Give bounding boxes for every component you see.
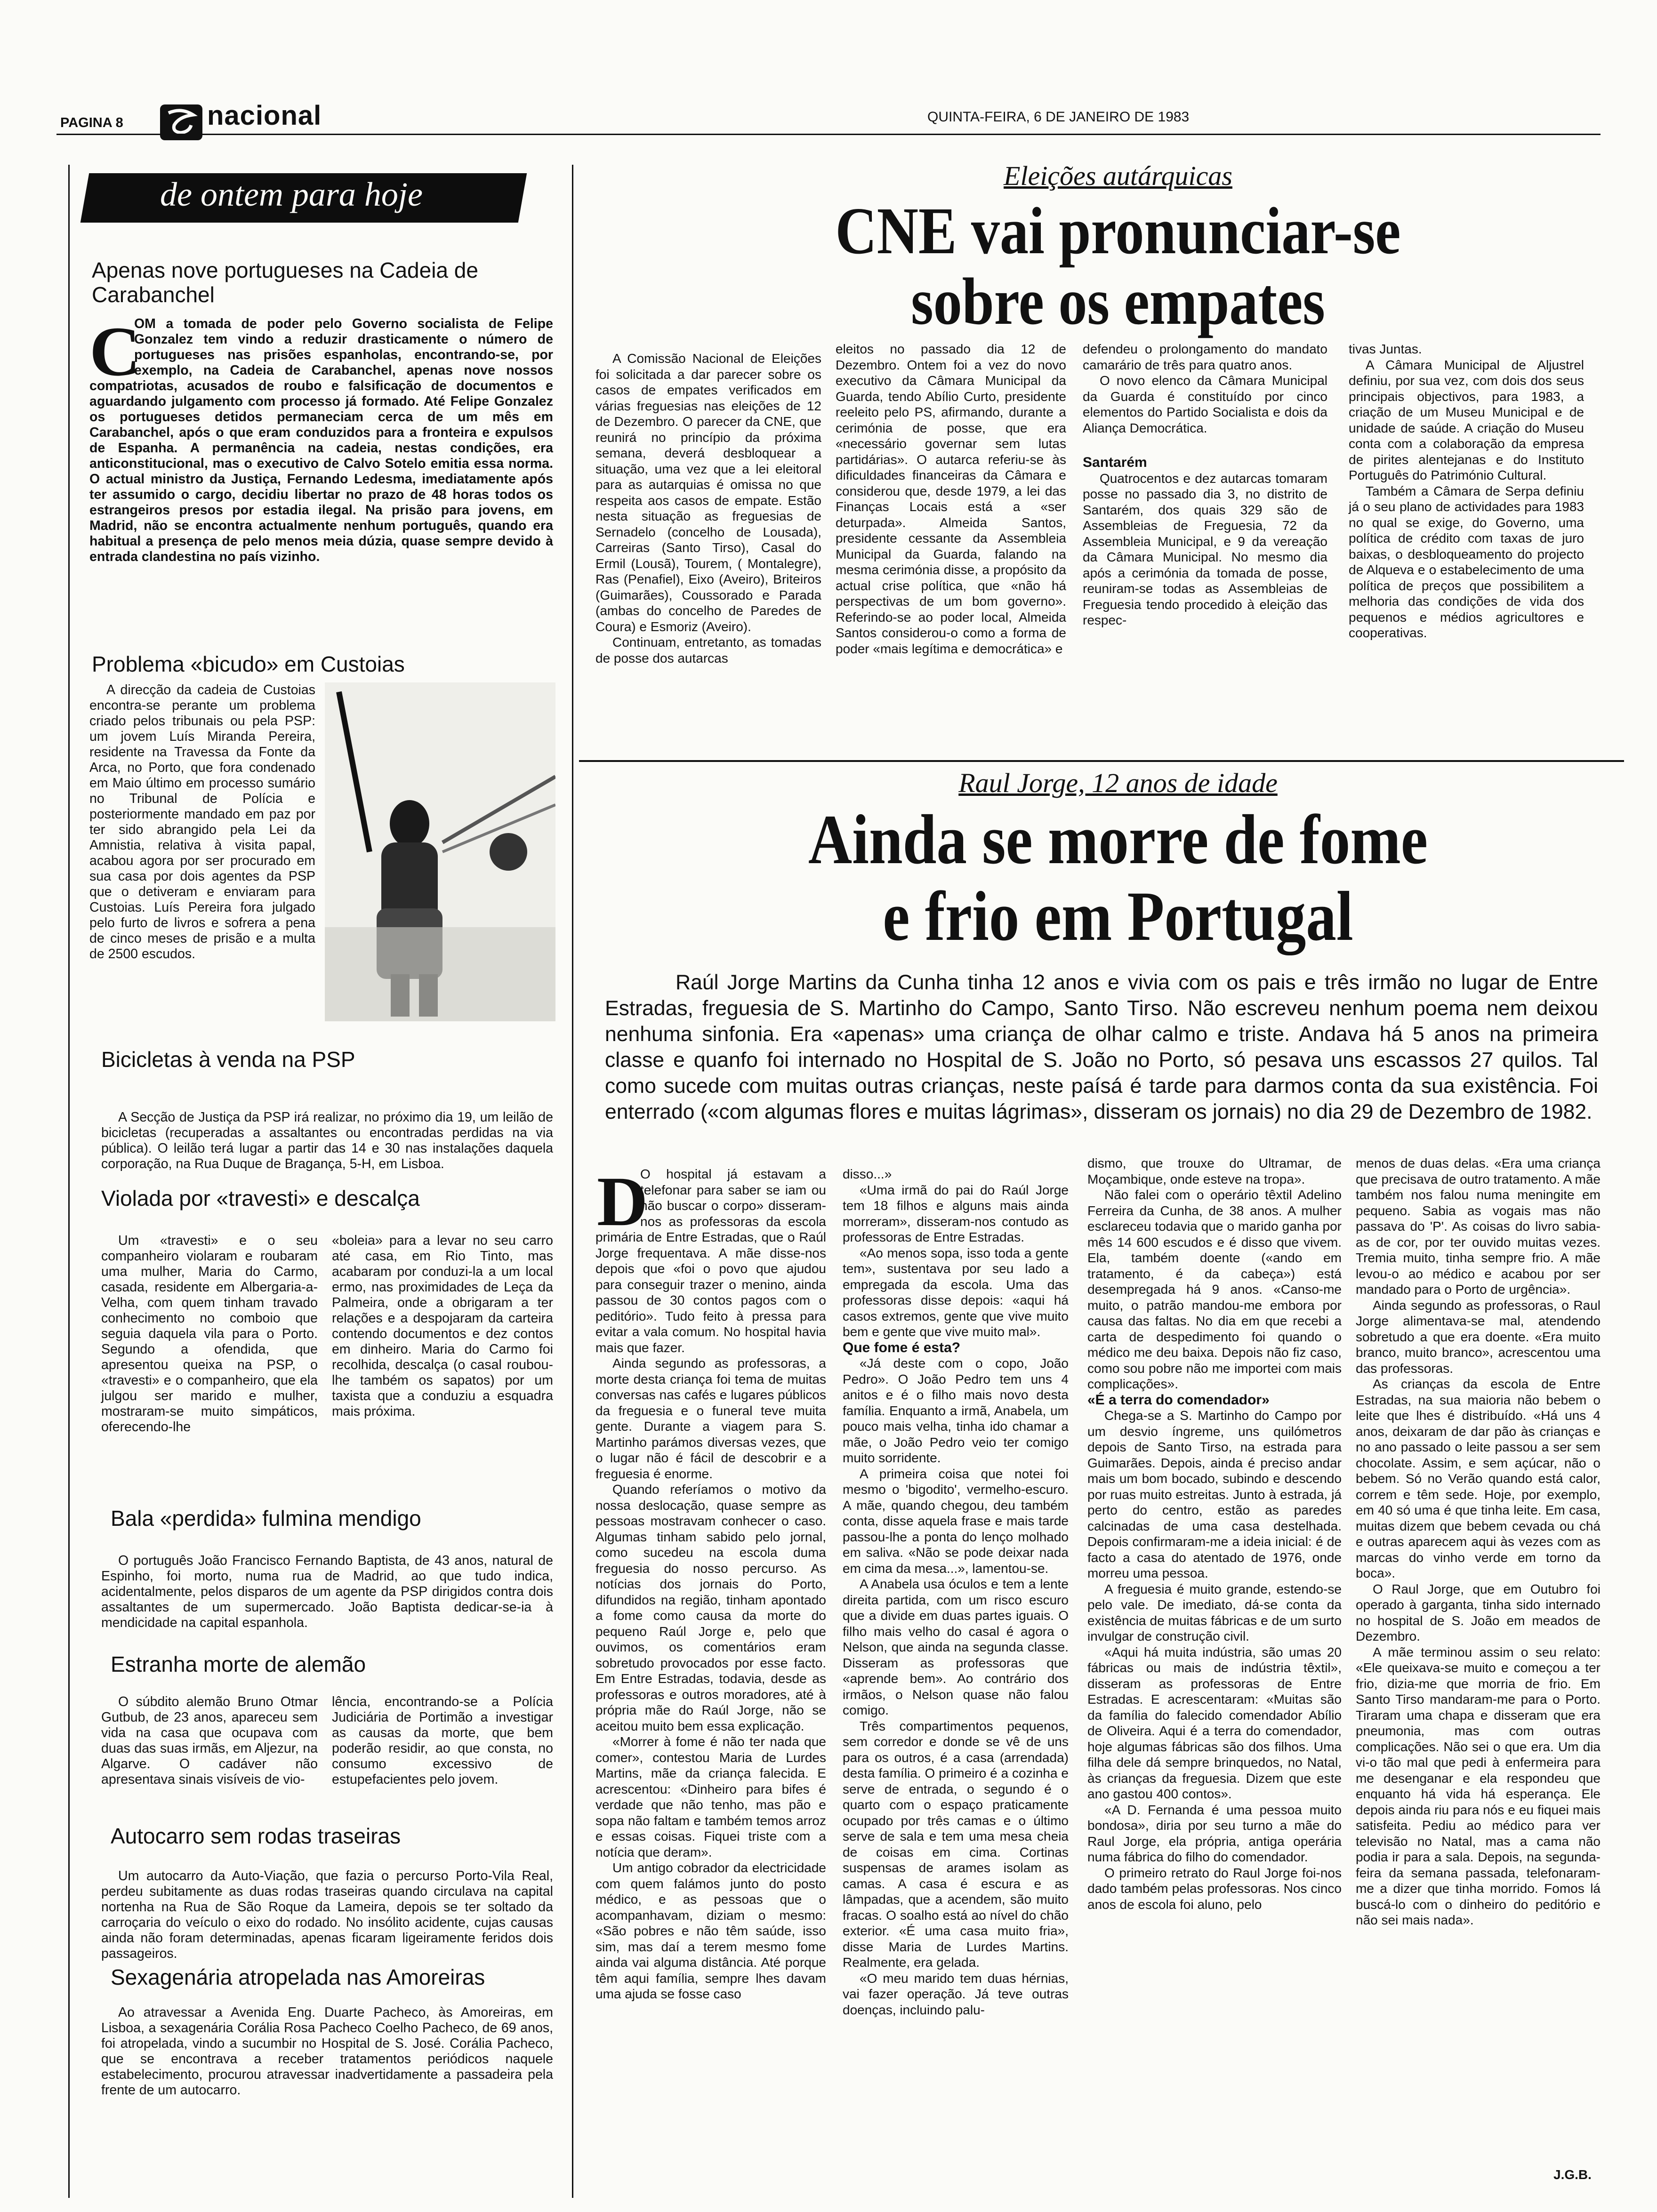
sidebar-item-title: Autocarro sem rodas traseiras (111, 1824, 401, 1848)
sidebar-item-title: Estranha morte de alemão (111, 1652, 366, 1676)
article2-lead: Raúl Jorge Martins da Cunha tinha 12 anos e vivia com os pais e três irmão no lugar de Entre Estradas, freguesia de S. Martinho do Campo, Santo Tirso. Não escreveu nenhum poema nem deixou nenhuma sinfonia. Era «apenas» uma criança de olhar calmo e triste. Andava há 5 anos na primeira classe e quanfo foi internado no Hospital de S. João no Porto, só pesava uns escassos 27 quilos. Tal como sucede com muitas outras crianças, neste paísá é tarde para darmos conta da sua existência. Foi enterrado («com algumas flores e muitas lágrimas», disseram os jornais) no dia 29 de Dezembro de 1982. (605, 971, 1598, 1123)
article1-kicker: Eleições autárquicas (1004, 160, 1232, 191)
article1-column-1: A Comissão Nacional de Eleições foi solicitada a dar parecer sobre os casos de empates verificados em várias freguesias nas eleições de 12 de Dezembro. O parecer da CNE, que reunirá no princípio da próxima semana, deverá desbloquear a situação, uma vez que a lei eleitoral para as autarquias é omissa no que respeita aos casos de empate. Estão nesta situação as freguesias de Sernadelo (concelho de Lousada), Carreiras (Santo Tirso), Casal do Ermil (Lousã), Tourem, ( Montalegre), Ras (Penafiel), Eixo (Aveiro), Briteiros (Guimarães), Coussorado e Parada (ambas do concelho de Paredes de Coura) e Esmoriz (Aveiro). Continuam, entretanto, as tomadas de posse dos autarcas (595, 351, 821, 665)
photo-guard-with-rifle (325, 682, 555, 1021)
sidebar-item-title: Bicicletas à venda na PSP (101, 1047, 355, 1072)
sidebar-item-body: O súbdito alemão Bruno Otmar Gutbub, de 23 anos, apareceu sem vida na casa que ocupava com duas das suas irmãs, em Aljezur, na Algarve. O cadáver não apresentava sinais visíveis de vio- (101, 1694, 318, 1787)
sidebar-item-body: Um «travesti» e o seu companheiro violaram e roubaram uma mulher, Maria do Carmo, casada, residente em Albergaria-a-Velha, com quem tinham travado conhecimento no comboio que seguia daquela vila para o Porto. Segundo a ofendida, que apresentou queixa na PSP, o «travesti» e o companheiro, que ela julgou ser marido e mulher, mostraram-se muito simpáticos, oferecendo-lhe (101, 1233, 318, 1435)
dropcap: C (89, 313, 141, 391)
sidebar-left-border (68, 165, 70, 2198)
article1-column-4: tivas Juntas. A Câmara Municipal de Aljustrel definiu, por sua vez, com dois dos seus principais objectivos, para 1983, a criação de um Museu Municipal e de unidade de saúde. A criação do Museu conta com a colaboração da empresa de pirites alentejanas e do Instituto Português do Património Cultural. Também a Câmara de Serpa definiu já o seu plano de actividades para 1983 no qual se exige, do Governo, uma política de crédito com taxas de juro baixas, o desbloqueamento do projecto de Alqueva e o estabelecimento de uma política de preços que possibilitem a melhoria das condições de vida dos pequenos e médios agricultores e cooperativas. (1349, 342, 1584, 640)
sidebar-item-title: Sexagenária atropelada nas Amoreiras (111, 1965, 485, 1989)
article2-column-1: O hospital já estavam a telefonar para saber se iam ou não buscar o corpo» disseram-nos as professoras da escola primária de Entre Estradas, que o Raúl Jorge frequentava. A mãe disse-nos depois que «foi o povo que ajudou para conseguir trazer o menino, ainda passou de 30 contos pagos com o peditório». Tudo feito à pressa para evitar a vala comum. No hospital havia mais que fazer. Ainda segundo as professoras, a morte desta criança foi tema de muitas conversas nas cafés e lugares públicos da freguesia e o funeral teve muita gente. Durante a viagem para S. Martinho parámos diversas vezes, que o lugar não é fácil de descobrir e a freguesia é enorme. Quando referíamos o motivo da nossa deslocação, quase sempre as pessoas mostravam conhecer o caso. Algumas tinham sabido pelo jornal, como sucedeu na escola duma freguesia do nosso percurso. As notícias dos jornais do Porto, difundidos na região, tinham apontado a fome como causa da morte do pequeno Raúl Jorge e, pelo que ouvimos, os comentários eram sobretudo provocados por esse facto. Em Entre Estradas, todavia, desde as professoras e outros moradores, até à própria mãe do Raúl Jorge, não se aceitou muito bem essa explicação. «Morrer à fome é não ter nada que comer», contestou Maria de Lurdes Martins, mãe da criança falecida. E acrescentou: «Dinheiro para bifes é verdade que não tenho, mas pão e sopa não faltam e também temos arroz e essas coisas. Fiquei triste com a notícia que deram». Um antigo cobrador da electricidade com quem falámos junto do posto médico, e as pessoas que o acompanhavam, diziam o mesmo: «São pobres e não têm saúde, isso sim, mas daí a terem mesmo fome ainda vai alguma distância. Até porque têm aqui família, sempre lhes davam uma ajuda se fosse caso (595, 1167, 826, 2001)
sidebar-item-title: Bala «perdida» fulmina mendigo (111, 1506, 421, 1531)
sidebar-item-body: O português João Francisco Fernando Baptista, de 43 anos, natural de Espinho, foi morto, numa rua de Madrid, ao que tudo indica, acidentalmente, pelos disparos de um agente da PSP dirigidos contra dois assaltantes de um supermercado. João Baptista dedicar-se-ia à mendicidade na capital espanhola. (101, 1553, 553, 1630)
article1-column-3: defendeu o prolongamento do mandato camarário de três para quatro anos. O novo elenco da Câmara Municipal da Guarda é constituído por cinco elementos do Partido Socialista e dois da Aliança Democrática. Santarém Quatrocentos e dez autarcas tomaram posse no passado dia 3, no distrito de Santarém, dos quais 329 são de Assembleias de Freguesia, 72 da Assembleia Municipal, e 9 da vereação da Câmara Municipal. No mesmo dia após a cerimónia da tomada de posse, reuniram-se todas as Assembleias de Freguesia tendo procedido à eleição das respec- (1083, 342, 1327, 627)
page-number: PAGINA 8 (60, 115, 123, 130)
author-signature: J.G.B. (1553, 2167, 1592, 2182)
article2-headline-line1: Ainda se morre de fome (808, 801, 1428, 879)
article-separator (579, 760, 1624, 762)
article2-headline-line2: e frio em Portugal (883, 877, 1353, 955)
sidebar-item-title: Violada por «travesti» e descalça (101, 1186, 420, 1210)
sidebar-item-body: A Secção de Justiça da PSP irá realizar, no próximo dia 19, um leilão de bicicletas (recuperadas a assaltantes ou encontradas perdidas na via pública). O leilão terá lugar a partir das 14 e 30 nas instalações daquela corporação, na Rua Duque de Bragança, 5-H, em Lisboa. (101, 1110, 553, 1171)
sidebar-right-border (572, 165, 573, 2198)
article2-column-2: disso...» «Uma irmã do pai do Raúl Jorge tem 18 filhos e alguns mais ainda morreram», disseram-nos contudo as professoras de Entre Estradas. «Ao menos sopa, isso toda a gente tem», sustentava por seu lado a empregada da escola. Uma das professoras disse depois: «aqui há casos extremos, gente que vive muito bem e gente que vive muito mal». Que fome é esta? «Já deste com o copo, João Pedro». O João Pedro tem uns 4 anitos e é o filho mais novo desta família. Enquanto a irmã, Anabela, um pouco mais velha, tinha ido chamar a mãe, o João Pedro veio ter comigo muito sorridente. A primeira coisa que notei foi mesmo o 'bigodito', vermelho-escuro. A mãe, quando chegou, deu também conta, disse aquela frase e mais tarde passou-lhe a ponta do lenço molhado em saliva. «Não se pode deixar nada em cima da mesa...», lamentou-se. A Anabela usa óculos e tem a lente direita partida, com um risco escuro que a divide em duas partes iguais. O filho mais velho do casal é agora o Nelson, que ainda na segunda classe. Disseram as professoras que «aprende bem». Ao contrário dos irmãos, o Nelson quase não falou comigo. Três compartimentos pequenos, sem corredor e donde se vê de uns para os outros, é a casa (arrendada) desta família. O primeiro é a cozinha e serve de entrada, o segundo é o quarto com o espaço praticamente ocupado por três camas e o último serve de sala e tem uma mesa cheia de coisas em cima. Cortinas suspensas de arames isolam as camas. A casa é escura e as lâmpadas, que a acendem, são muito fracas. O soalho está ao nível do chão exterior. «É uma casa muito fria», disse Maria de Lurdes Martins. Realmente, era gelada. «O meu marido tem duas hérnias, vai fazer operação. Já teve outras doenças, incluindo palu- (843, 1167, 1069, 2017)
article2-kicker: Raul Jorge, 12 anos de idade (958, 768, 1278, 798)
section-name: nacional (207, 100, 322, 131)
masthead-rule (56, 134, 1601, 135)
article1-headline-line1: CNE vai pronunciar-se (835, 193, 1401, 268)
sidebar-item-body: Ao atravessar a Avenida Eng. Duarte Pacheco, às Amoreiras, em Lisboa, a sexagenária Corália Rosa Pacheco Coelho Pacheco, de 69 anos, foi atropelada, vindo a sucumbir no Hospital de S. José. Corália Pacheco, que se encontrava a receber tratamentos periódicos naquele estabelecimento, procurou atravessar inadvertidamente a passadeira pela frente de um autocarro. (101, 2005, 553, 2098)
article1-column-2: eleitos no passado dia 12 de Dezembro. Ontem foi a vez do novo executivo da Câmara Municipal da Guarda, tendo Abílio Curto, presidente reeleito pelo PS, afirmando, durante a cerimónia de posse, que era «necessário governar sem lutas partidárias». O autarca referiu-se às dificuldades financeiras da Câmara e considerou que, desde 1979, a lei das Finanças Locais está a «ser deturpada». Almeida Santos, presidente cessante da Assembleia Municipal da Guarda, falando na mesma cerimónia disse, a propósito da actual crise política, que «não há perspectivas de um bom governo». Referindo-se ao poder local, Almeida Santos considerou-o como a forma de poder «mais legítima e democrática» e (836, 342, 1066, 656)
dropcap: D (597, 1162, 648, 1241)
issue-date: QUINTA-FEIRA, 6 DE JANEIRO DE 1983 (927, 109, 1190, 125)
sidebar-item-body: OM a tomada de poder pelo Governo socialista de Felipe Gonzalez tem vindo a reduzir drasticamente o número de portugueses nas prisões espanholas, encontrando-se, por exemplo, na Cadeia de Carabanchel, apenas nove nossos compatriotas, acusados de roubo e falsificação de documentos e aguardando julgamento com processo já formado. Até Felipe Gonzalez os portugueses detidos permaneciam cerca de um mês em Carabanchel, após o que eram conduzidos para a fronteira e expulsos de Espanha. A permanência na cadeia, nestas condições, era anticonstitucional, mas o executivo de Calvo Sotelo emitia essa norma. O actual ministro da Justiça, Fernando Ledesma, imediatamente após ter assumido o cargo, decidiu libertar no prazo de 48 horas todos os estrangeiros presos por estadia ilegal. Na prisão para jovens, em Madrid, não se encontra actualmente nenhum português, quando era habitual a presença de pelo menos meia dúzia, quase sempre devido à entrada clandestina no país vizinho. (89, 316, 553, 564)
sidebar-item-title: Problema «bicudo» em Custoias (92, 652, 405, 676)
photo-icon (325, 682, 555, 1021)
sidebar-item-body: Um autocarro da Auto-Viação, que fazia o percurso Porto-Vila Real, perdeu subitamente as duas rodas traseiras quando circulava na capital nortenha na Rua de São Roque da Lameira, depois se ter soltado da carroçaria do veículo o eixo do rodado. No insólito acidente, cujas causas ainda não foram determinadas, apenas ficaram ligeiramente feridos dois passageiros. (101, 1868, 553, 1961)
sidebar-item-body-cont: lência, encontrando-se a Polícia Judiciária de Portimão a investigar as causas da morte, que bem poderão residir, ao que consta, no consumo excessivo de estupefacientes pelo jovem. (332, 1694, 553, 1787)
article2-column-4: menos de duas delas. «Era uma criança que precisava de outro tratamento. A mãe também nos falou numa meningite em pequeno. Sabia as vogais mas não passava do 'P'. As coisas do livro sabia-as de cor, por ter ouvido muitas vezes. Tremia muito, tinha sempre frio. A mãe levou-o ao médico e acabou por ser mandado para o Porto de urgência». Ainda segundo as professoras, o Raul Jorge alimentava-se mal, atendendo sobretudo a que era doente. «Era muito branco, muito branco», acrescentou uma das professoras. As crianças da escola de Entre Estradas, na sua maioria não bebem o leite que lhes é distribuído. «Há uns 4 anos, deixaram de dar pão às crianças e no ano passado o leite passou a ser sem chocolate. Assim, e sem açúcar, não o bebem. Só no Verão quando está calor, correm e têm sede. Hoje, por exemplo, em 40 só uma é que tinha leite. Em casa, muitas dizem que bebem cevada ou chá e outras aparecem aqui às vezes com as marcas do vinho verde em torno da boca». O Raul Jorge, que em Outubro foi operado à garganta, tinha sido internado no hospital de S. João em meados de Dezembro. A mãe terminou assim o seu relato: «Ele queixava-se muito e começou a ter frio, dizia-me que morria de frio. Em Santo Tirso mandaram-me para o Porto. Tiraram uma chapa e disseram que era pneumonia, mas com outras complicações. Não sei o que era. Um dia vi-o tão mal que pedi à enfermeira para me desenganar e ela respondeu que enquanto há vida há esperança. Ele depois ainda riu para nós e eu fiquei mais satisfeita. Pediu ao médico para ver televisão no Natal, mas a cama não podia ir para a sala. Depois, na segunda-feira da semana passada, telefonaram-me a dizer que tinha morrido. Fomos lá buscá-lo com o dinheiro do peditório e não sei mais nada». (1356, 1156, 1601, 1927)
sidebar-item-title: Apenas nove portugueses na Cadeia de Carabanchel (92, 258, 478, 307)
article1-headline-line2: sobre os empates (911, 264, 1325, 338)
article2-column-3: dismo, que trouxe do Ultramar, de Moçambique, onde esteve na tropa». Não falei com o operário têxtil Adelino Ferreira da Cunha, de 38 anos. A mulher esclareceu todavia que o marido ganha por mês 14 600 escudos e é disso que vivem. Ela, também doente («ando em tratamento, é da cabeça») está desempregada há 9 anos. «Canso-me muito, o patrão mandou-me embora por causa das faltas. No dia em que recebi a carta de despedimento foi quando o médico me deu baixa. Depois não fiz caso, como sou pobre não me importei com mais complicações». «É a terra do comendador» Chega-se a S. Martinho do Campo por um desvio íngreme, uns quilómetros depois de Santo Tirso, na estrada para Guimarães. Depois, ainda é preciso andar mais um bom bocado, subindo e descendo por ruas muito estreitas. Junto à estrada, já perto do centro, estão as paredes calcinadas de uma casa destelhada. Depois confirmaram-me a ideia inicial: é de facto a casa do atentado de 1976, onde morreu uma pessoa. A freguesia é muito grande, estendo-se pelo vale. De imediato, dá-se conta da existência de muitas fábricas e de um surto invulgar de construção civil. «Aqui há muita indústria, são umas 20 fábricas ou mais de indústria têxtil», disseram as professoras de Entre Estradas. E acrescentaram: «Muitas são da família do falecido comendador Abílio de Oliveira. Aqui é a terra do comendador, hoje algumas fábricas são dos filhos. Uma filha dele dá sempre brinquedos, no Natal, às crianças da freguesia. Dizem que este ano gastou 400 contos». «A D. Fernanda é uma pessoa muito bondosa», diria por seu turno a mãe do Raul Jorge, ela própria, antiga operária numa fábrica do filho do comendador. O primeiro retrato do Raul Jorge foi-nos dado também pelas professoras. Nos cinco anos de escola foi aluno, pelo (1087, 1156, 1342, 1912)
sidebar-banner-title: de ontem para hoje (160, 176, 423, 213)
sidebar-item-body-cont: «boleia» para a levar no seu carro até casa, em Rio Tinto, mas acabaram por conduzi-la a um local ermo, nas proximidades de Leça da Palmeira, onde a obrigaram a ter relações e a despojaram da carteira contendo documentos e dez contos em dinheiro. Maria do Carmo foi recolhida, descalça (o casal roubou-lhe também os sapatos) por um taxista que a conduziu a esquadra mais próxima. (332, 1233, 553, 1419)
sidebar-item-body: A direcção da cadeia de Custoias encontra-se perante um problema criado pelos tribunais ou pela PSP: um jovem Luís Miranda Pereira, residente na Travessa da Fonte da Arca, no Porto, que fora condenado em Maio último em processo sumário no Tribunal de Polícia e posteriormente mandado em paz por ter sido abrangido pela Lei da Amnistia, relativa à visita papal, acabou agora por ser procurado em sua casa por dois agentes da PSP que o detiveram e enviaram para Custoias. Luís Pereira fora julgado pelo furto de livros e sofrera a pena de cinco meses de prisão e a multa de 2500 escudos. (89, 682, 315, 962)
